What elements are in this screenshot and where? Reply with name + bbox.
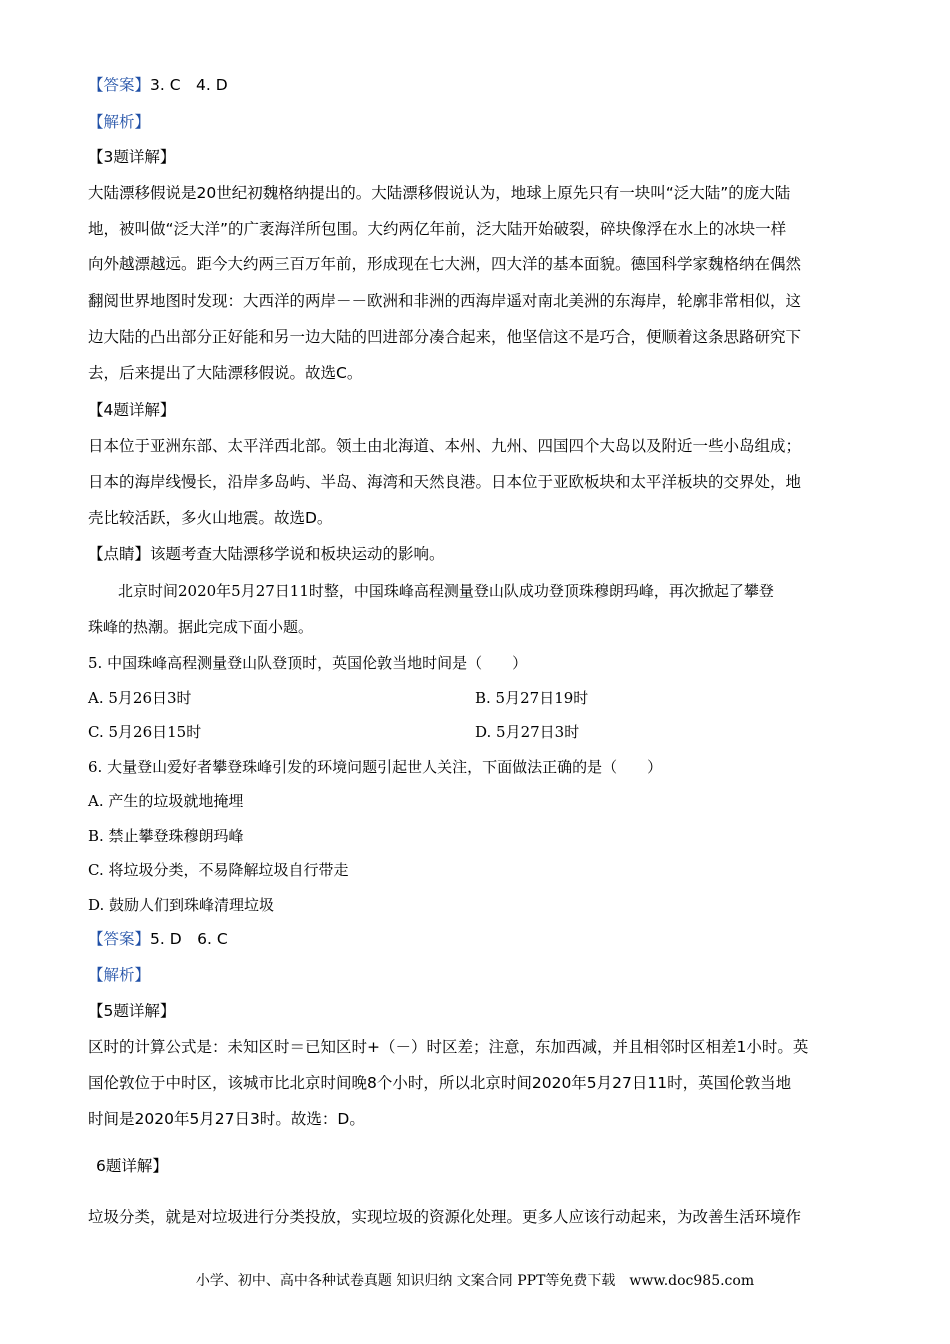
q3-explanation-line: 翻阅世界地图时发现：大西洋的两岸－－欧洲和非洲的西海岸遥对南北美洲的东海岸，轮廓非常相似，这 [88, 292, 802, 310]
q3-explanation-line: 地，被叫做“泛大洋”的广袤海洋所包围。大约两亿年前，泛大陆开始破裂，碎块像浮在水上的冰块一样 [88, 220, 787, 238]
answer-line-5-6 [88, 929, 228, 949]
q5-header: 【5题详解】 [88, 1002, 176, 1020]
q6-explanation-line: 垃圾分类，就是对垃圾进行分类投放，实现垃圾的资源化处理。更多人应该行动起来，为改善生活环境作 [88, 1208, 802, 1226]
q3-explanation-line: 去，后来提出了大陆漂移假说。故选C。 [88, 364, 363, 382]
q3-explanation-line: 大陆漂移假说是20世纪初魏格纳提出的。大陆漂移假说认为，地球上原先只有一块叫“泛大陆”的庞大陆 [88, 184, 791, 202]
q6-option-c: C. 将垃圾分类，不易降解垃圾自行带走 [88, 861, 349, 879]
q3-explanation-line: 向外越漂越远。距今大约两三百万年前，形成现在七大洲，四大洋的基本面貌。德国科学家魏格纳在偶然 [88, 255, 802, 273]
q5-option-a: A. 5月26日3时 [88, 689, 192, 707]
q5-explanation-line: 时间是2020年5月27日3时。故选：D。 [88, 1110, 365, 1128]
q6-header: 6题详解】 [96, 1157, 168, 1175]
analysis-label: 【解析】 [88, 966, 151, 984]
q5-option-b: B. 5月27日19时 [475, 689, 589, 707]
q4-explanation-line: 壳比较活跃，多火山地震。故选D。 [88, 509, 333, 527]
q6-option-a: A. 产生的垃圾就地掩埋 [88, 792, 244, 810]
q3-explanation-line: 边大陆的凸出部分正好能和另一边大陆的凹进部分凑合起来，他坚信这不是巧合，便顺着这条思路研究下 [88, 328, 802, 346]
page-footer: 小学、初中、高中各种试卷真题 知识归纳 文案合同 PPT等免费下载 www.doc985.com [195, 1273, 755, 1289]
answer-label: 【答案】 [88, 930, 151, 948]
question-6-stem: 6. 大量登山爱好者攀登珠峰引发的环境问题引起世人关注，下面做法正确的是（ ） [88, 758, 663, 776]
q5-explanation-line: 国伦敦位于中时区，该城市比北京时间晚8个小时，所以北京时间2020年5月27日11时，英国伦敦当地 [88, 1074, 792, 1092]
tip-text: 该题考查大陆漂移学说和板块运动的影响。 [150, 545, 445, 563]
q5-option-d: D. 5月27日3时 [475, 723, 580, 741]
answer-value: 3. C 4. D [150, 76, 228, 94]
passage-line: 珠峰的热潮。据此完成下面小题。 [88, 618, 314, 636]
answer-line-3-4 [88, 75, 228, 95]
answer-value: 5. D 6. C [150, 930, 228, 948]
q4-explanation-line: 日本位于亚洲东部、太平洋西北部。领土由北海道、本州、九州、四国四个大岛以及附近一些小岛组成； [88, 437, 802, 455]
q5-explanation-line: 区时的计算公式是：未知区时＝已知区时+（－）时区差；注意，东加西减，并且相邻时区相差1小时。英 [88, 1038, 809, 1056]
question-5-stem: 5. 中国珠峰高程测量登山队登顶时，英国伦敦当地时间是（ ） [88, 654, 528, 672]
passage-line: 北京时间2020年5月27日11时整，中国珠峰高程测量登山队成功登顶珠穆朗玛峰，再次掀起了攀登 [118, 582, 774, 600]
q6-option-b: B. 禁止攀登珠穆朗玛峰 [88, 827, 244, 845]
q3-header: 【3题详解】 [88, 148, 176, 166]
answer-label: 【答案】 [88, 76, 151, 94]
tip-label: 【点睛】 [88, 545, 151, 563]
q4-explanation-line: 日本的海岸线慢长，沿岸多岛屿、半岛、海湾和天然良港。日本位于亚欧板块和太平洋板块的交界处，地 [88, 473, 802, 491]
q4-header: 【4题详解】 [88, 401, 176, 419]
analysis-label: 【解析】 [88, 113, 151, 131]
q5-option-c: C. 5月26日15时 [88, 723, 202, 741]
tip-line [88, 544, 445, 564]
q6-option-d: D. 鼓励人们到珠峰清理垃圾 [88, 896, 275, 914]
